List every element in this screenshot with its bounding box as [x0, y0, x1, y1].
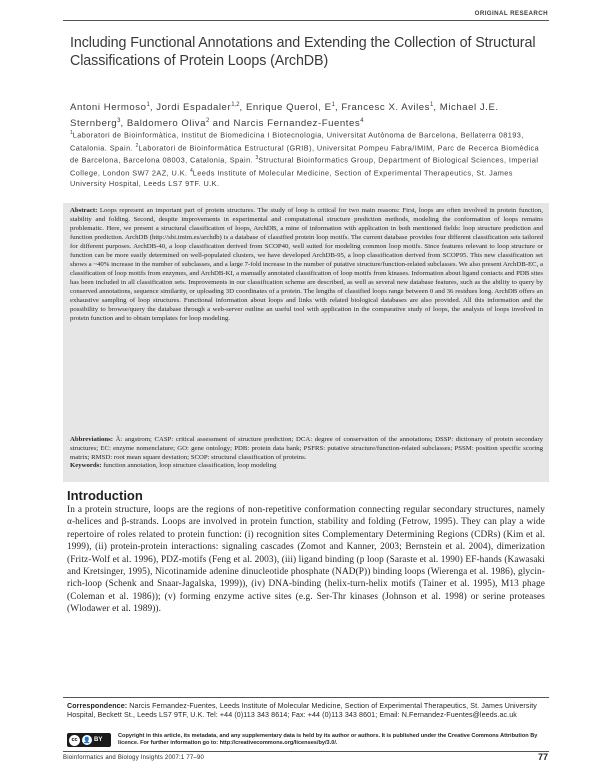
person-icon: 👤 [82, 735, 92, 745]
affil-marker: 2 [135, 142, 139, 149]
abbreviations [70, 436, 543, 463]
abbreviations-label: Abbreviations: [70, 436, 114, 443]
author-name: Michael J.E. Sternberg [70, 102, 499, 129]
author-affil-marker: 1 [331, 102, 335, 108]
section-label: ORIGINAL RESEARCH [474, 10, 548, 17]
cc-by-label: BY [94, 737, 103, 743]
cc-license-badge [67, 733, 111, 747]
author-separator: , [334, 102, 342, 114]
affiliations [70, 128, 540, 189]
author-affil-marker: 2 [206, 117, 210, 124]
abbreviations-text: Å: angstrom; CASP: critical assessment of structure prediction; DCA: degree of conservation of the annotations; DSSP: dictionary of protein secondary structures; EC: enzyme nomenclature; GO: gene ontology; PDB: protein data bank; PSFRS: putative structure/function-related subclasses; PSSM: position specific scoring matrix; RMSD: root mean square deviation; SCOP: structural classification of proteins. [70, 436, 543, 461]
affil-marker: 4 [189, 167, 193, 174]
abstract-label: Abstract: [70, 207, 98, 214]
author-affil-marker: 1 [146, 102, 150, 108]
author-name: Antoni Hermoso [70, 102, 147, 114]
author-separator: , [120, 117, 127, 129]
author-name: Baldomero Oliva [126, 117, 207, 129]
author-name: Jordi Espadaler [156, 102, 232, 114]
author-separator: , [149, 102, 157, 114]
license-text: Copyright in this article, its metadata, and any supplementary data is held by its author or authors. It is published under the Creative Commons Attribution By licence. For further information go to: http://creativecommons.org/licenses/by/3.0/. [118, 733, 538, 747]
journal-citation: Bioinformatics and Biology Insights 2007:1 77–90 [63, 755, 205, 761]
author-name: Narcis Fernandez-Fuentes [233, 117, 361, 129]
author-separator: , [433, 102, 440, 114]
correspondence-divider [63, 697, 549, 698]
keywords [70, 462, 543, 471]
author-affil-marker: 4 [360, 117, 364, 124]
affiliation-text: Laboratori de Bioinformàtica, Institut de Biomedicina I Biotecnologia, Universitat Autònoma de Barcelona, Bellaterra 08193, Catalonia. Spain. [70, 130, 524, 153]
affiliation-text: Laboratori de Bioinformàtica Estructural (GRIB), Universitat Pompeu Fabra/IMIM, Parc de Recerca Biomèdica de Barcelona, Barcelona 08003, Catalonia, Spain. [70, 143, 540, 165]
abstract [70, 207, 543, 324]
affil-marker: 3 [255, 155, 259, 162]
keywords-text: function annotation, loop structure classification, loop modeling [101, 462, 277, 469]
correspondence [67, 702, 545, 721]
author-name: Francesc X. Aviles [341, 102, 431, 114]
affiliation-text: Structural Bioinformatics Group, Department of Biological Sciences, Imperial College, London SW7 2AZ, U.K. [70, 155, 539, 178]
affil-marker: 1 [70, 130, 73, 136]
author-affil-marker: 1,2 [231, 102, 240, 108]
affiliation-text: Leeds Institute of Molecular Medicine, Section of Experimental Therapeutics, St. James University Hospital, Leeds LS7 9TF. U.K. [70, 168, 513, 188]
keywords-label: Keywords: [70, 462, 102, 469]
introduction-text: In a protein structure, loops are the regions of non-repetitive conformation connecting regular secondary structures, namely α-helices and β-strands. Loops are involved in protein function, stability and folding (Fetrow, 1995). They can play a wide repertoire of roles related to protein function: (i) recognition sites Complementary Determining Regions (CDRs) (Kim et al. 1999), (ii) protein-protein interactions: signaling cascades (Zomot and Kanner, 2003; Bernstein et al. 2004), dimerization (Fritz-Wolf et al. 1996), PDZ-motifs (Feng et al. 2003), (iii) ligand binding (p loop (Saraste et al. 1990) EF-hands (Kawasaki and Kretsinger, 1995), Nicotinamide adenine dinucleotide phosphate (NAD(P)) binding loops (Wierenga et al. 1986), glycin-rich-loop (Schenk and Snaar-Jagalska, 1999)), (iv) DNA-binding (helix-turn-helix motifs (Tainer et al. 1995), M13 phage (Coleman et al. 1986)); (v) forming enzyme active sites (e.g. Ser-Thr kinases (Johnson et al. 1998) or serine proteases (Wlodawer et al. 1989)). [67, 505, 545, 615]
article-title: Including Functional Annotations and Extending the Collection of Structural Classifications of Protein Loops (ArchDB) [70, 35, 536, 69]
author-affil-marker: 1 [430, 102, 434, 108]
correspondence-label: Correspondence: [67, 702, 128, 710]
page-number: 77 [537, 752, 548, 762]
author-name: Enrique Querol, E [245, 102, 332, 114]
introduction-heading: Introduction [67, 488, 143, 503]
abstract-text: Loops represent an important part of protein structures. The study of loop is critical for two main reasons: First, loops are often involved in protein function, stability and folding. Second, despite improvements in experimental and computational structure prediction methods, modeling the conformation of loops remains problematic. Here, we present a structural classification of loops, ArchDB, a mine of information with application in both mentioned fields: loop structure prediction and function prediction. ArchDB (http://sbi.imim.es/archdb) is a database of classified protein loop motifs. The current database provides four different classification sets tailored for different purposes. ArchDB-40, a loop classification derived from SCOP40, well suited for modeling common loop motifs. Since features relevant to loop structure or function can be more easily determined on well-populated clusters, we have developed ArchDB-95, a loop classification derived from SCOP95. This new classification set shows a ~40% increase in the number of subclasses, and a large 7-fold increase in the number of putative structure/function-related subclasses. We also present ArchDB-EC, a classification of loop motifs from enzymes, and ArchDB-KI, a manually annotated classification of loop motifs from kinases. Information about ligand contacts and PDB sites has been included in all classification sets. Improvements in our classification scheme are described, as well as several new database features, such as the ability to query by conserved annotations, sequence similarity, or uploading 3D coordinates of a protein. The lengths of classified loops range between 0 and 36 residues long. ArchDB offers an exhaustive sampling of loop structures. Functional information about loops and links with related biological databases are also provided. All this information and the possibility to browse/query the database through a web-server outline an useful tool with application in the comparative study of loops, the analysis of loops involved in protein function and to obtain templates for loop modeling. [70, 207, 543, 322]
cc-icon: cc [69, 735, 80, 746]
author-separator: , [239, 102, 246, 114]
author-list [70, 99, 540, 130]
author-conjunction: and [209, 117, 234, 129]
correspondence-text: Narcis Fernandez-Fuentes, Leeds Institute of Molecular Medicine, Section of Experimental Therapeutics, St. James University Hospital, Beckett St., Leeds LS7 9TF, U.K. Tel: +44 (0)113 343 8614; Fax: +44 (0)113 343 8601; Email: N.Fernandez-Fuentes@leeds.ac.uk [67, 702, 537, 720]
author-affil-marker: 3 [117, 117, 121, 124]
footer-divider [63, 751, 549, 752]
top-divider [63, 20, 549, 21]
